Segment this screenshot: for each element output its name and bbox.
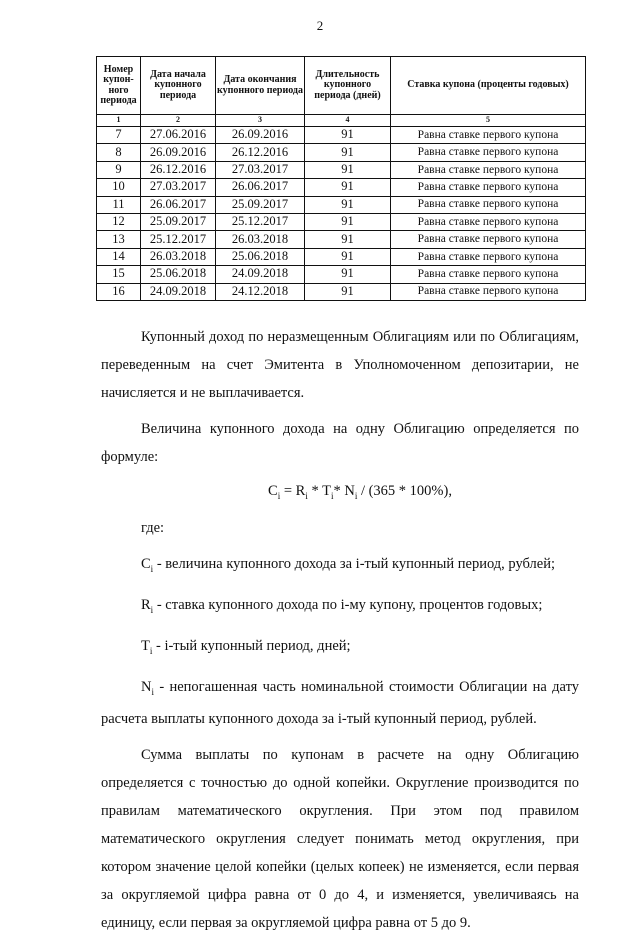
cell-rate: Равна ставке первого купона: [391, 231, 586, 248]
cell-duration: 91: [305, 144, 391, 161]
cell-duration: 91: [305, 161, 391, 178]
column-number: 1: [97, 115, 141, 127]
cell-start: 26.12.2016: [141, 161, 216, 178]
cell-start: 26.09.2016: [141, 144, 216, 161]
cell-duration: 91: [305, 127, 391, 144]
cell-start: 24.09.2018: [141, 283, 216, 300]
cell-period: 8: [97, 144, 141, 161]
table-row: [97, 266, 586, 283]
table-row: [97, 231, 586, 248]
cell-period: 16: [97, 283, 141, 300]
table-row: [97, 196, 586, 213]
cell-end: 24.12.2018: [216, 283, 305, 300]
header-end-date: Дата окончания купонного периода: [216, 57, 305, 115]
cell-end: 24.09.2018: [216, 266, 305, 283]
cell-rate: Равна ставке первого купона: [391, 127, 586, 144]
cell-start: 25.12.2017: [141, 231, 216, 248]
cell-start: 25.06.2018: [141, 266, 216, 283]
where-label: где:: [141, 519, 165, 536]
cell-start: 27.03.2017: [141, 179, 216, 196]
cell-period: 7: [97, 127, 141, 144]
cell-end: 25.12.2017: [216, 213, 305, 230]
header-coupon-rate: Ставка купона (проценты годовых): [391, 57, 586, 115]
cell-rate: Равна ставке первого купона: [391, 213, 586, 230]
cell-period: 13: [97, 231, 141, 248]
cell-period: 9: [97, 161, 141, 178]
cell-period: 14: [97, 248, 141, 265]
cell-rate: Равна ставке первого купона: [391, 266, 586, 283]
header-start-date: Дата начала купонного периода: [141, 57, 216, 115]
coupon-schedule-table: [96, 56, 586, 301]
definition-r: $R_i$ - ставка купонного дохода по i-му купону, процентов годовых;: [141, 596, 543, 615]
cell-start: 27.06.2016: [141, 127, 216, 144]
cell-rate: Равна ставке первого купона: [391, 144, 586, 161]
cell-end: 25.09.2017: [216, 196, 305, 213]
coupon-formula: $C_i = R_i * T_i*$ $N_i / (365 * 100\%)$,: [268, 483, 452, 501]
document-body: [101, 323, 579, 937]
page-number: 2: [316, 18, 324, 33]
cell-end: 26.12.2016: [216, 144, 305, 161]
cell-duration: 91: [305, 213, 391, 230]
table-row: [97, 144, 586, 161]
definition-t: $T_i - i-тый$ купонный период, дней;: [141, 637, 351, 656]
table-row: [97, 213, 586, 230]
column-number: 2: [141, 115, 216, 127]
table-header-row: [97, 57, 586, 115]
cell-period: 11: [97, 196, 141, 213]
cell-end: 27.03.2017: [216, 161, 305, 178]
definition-c: $C_i$ - величина купонного дохода за i-тый купонный период, рублей;: [141, 555, 556, 574]
cell-end: 26.06.2017: [216, 179, 305, 196]
table-row: [97, 248, 586, 265]
column-number: 3: [216, 115, 305, 127]
cell-start: 26.06.2017: [141, 196, 216, 213]
cell-duration: 91: [305, 266, 391, 283]
paragraph-unplaced-bonds: Купонный доход по неразмещенным Облигациям или по Облигациям, переведенным на счет Эмитента в Уполномоченном депозитарии, не начисляется и не выплачивается.: [101, 329, 579, 401]
cell-rate: Равна ставке первого купона: [391, 283, 586, 300]
cell-duration: 91: [305, 248, 391, 265]
cell-end: 25.06.2018: [216, 248, 305, 265]
table-row: [97, 283, 586, 300]
cell-end: 26.03.2018: [216, 231, 305, 248]
cell-duration: 91: [305, 283, 391, 300]
table-row: [97, 179, 586, 196]
cell-duration: 91: [305, 196, 391, 213]
cell-period: 15: [97, 266, 141, 283]
column-number: 4: [305, 115, 391, 127]
definition-n: $N_i$ - непогашенная часть номинальной стоимости Облигации на дату расчета выплаты купонного дохода за i-тый купонный период, рублей.: [101, 678, 579, 728]
cell-duration: 91: [305, 179, 391, 196]
cell-period: 10: [97, 179, 141, 196]
column-number-row: [97, 115, 586, 127]
cell-start: 25.09.2017: [141, 213, 216, 230]
cell-duration: 91: [305, 231, 391, 248]
paragraph-rounding: Сумма выплаты по купонам в расчете на одну Облигацию определяется с точностью до одной копейки. Округление производится по правилам математического округления. При этом под правилом математического округления следует понимать метод округления, при котором значение целой копейки (целых копеек) не изменяется, если первая за округляемой цифра равна от 0 до 4, и изменяется, увеличиваясь на единицу, если первая за округляемой цифра равна от 5 до 9.: [101, 747, 579, 932]
cell-period: 12: [97, 213, 141, 230]
cell-end: 26.09.2016: [216, 127, 305, 144]
cell-start: 26.03.2018: [141, 248, 216, 265]
cell-rate: Равна ставке первого купона: [391, 161, 586, 178]
paragraph-formula-intro: Величина купонного дохода на одну Облигацию определяется по формуле:: [101, 421, 579, 465]
table-row: [97, 161, 586, 178]
header-period-number: Номер купон-ного периода: [97, 57, 141, 115]
table-row: [97, 127, 586, 144]
cell-rate: Равна ставке первого купона: [391, 248, 586, 265]
header-duration: Длительность купонного периода (дней): [305, 57, 391, 115]
cell-rate: Равна ставке первого купона: [391, 196, 586, 213]
cell-rate: Равна ставке первого купона: [391, 179, 586, 196]
column-number: 5: [391, 115, 586, 127]
